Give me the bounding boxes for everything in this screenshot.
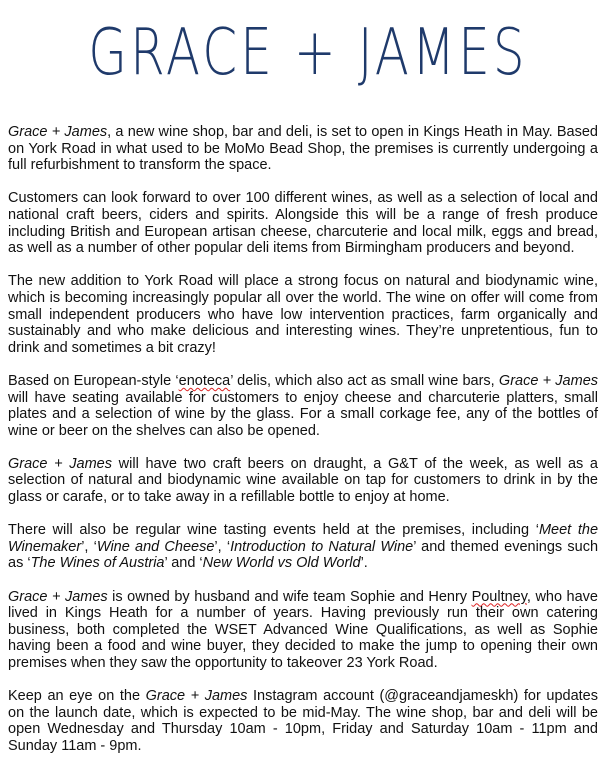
article-body [8, 124, 598, 771]
brand-name: Grace + James [145, 688, 248, 705]
brand-name: Grace + James [8, 588, 108, 605]
event-name: New World vs Old World [202, 555, 361, 572]
event-name: Meet the Winemaker [8, 522, 599, 555]
paragraph-intro: Grace + James, a new wine shop, bar and deli, is set to open in Kings Heath in May. Based on York Road in what used to be MoMo Bead Shop, the premises is currently undergoing a full refurbishment to transform the space. [8, 124, 599, 174]
event-name: Wine and Cheese [96, 538, 215, 555]
paragraph-owners: Grace + James is owned by husband and wife team Sophie and Henry Poultney, who have lived in Kings Heath for a number of years. Having previously run their own catering business, both completed the WSET Advanced Wine Qualifications, as well as Sophie having been a food and wine buyer, they decided to make the jump to opening their own premises when they saw the opportunity to takeover 23 York Road. [8, 588, 598, 671]
brand-name: Grace + James [8, 455, 112, 472]
brand-name: Grace + James [8, 124, 108, 140]
brand-logo: GRACE + JAMES [88, 16, 528, 90]
paragraph-products: Customers can look forward to over 100 different wines, as well as a selection of local and national craft beers, ciders and spirits. Alongside this will be a range of fresh produce including British and European artisan cheese, charcuterie and local milk, eggs and bread, as well as a number of other popular deli items from Birmingham producers and beyond. [8, 190, 598, 257]
paragraph-events: There will also be regular wine tasting events held at the premises, including ‘Meet the Winemaker’, ‘Wine and Cheese’, ‘Introduction to Natural Wine’ and themed evenings such as ‘The Wines of Austria’ and ‘New World vs Old World’. [8, 522, 599, 572]
event-name: Introduction to Natural Wine [230, 538, 414, 555]
paragraph-natural-wine: The new addition to York Road will place a strong focus on natural and biodynamic wine, which is becoming increasingly popular all over the world. The wine on offer will come from small independent producers who have low intervention practices, farm organically and sustainably and who make delicious and interesting wines. They’re unpretentious, fun to drink and sometimes a bit crazy! [8, 273, 598, 356]
event-name: The Wines of Austria [30, 555, 165, 572]
paragraph-drinks: Grace + James will have two craft beers on draught, a G&T of the week, as well as a selection of natural and biodynamic wine available on tap for customers to drink in by the glass or carafe, or to take away in a refillable bottle to enjoy at home. [8, 455, 598, 506]
paragraph-opening-hours: Keep an eye on the Grace + James Instagram account (@graceandjameskh) for updates on the launch date, which is expected to be mid-May. The wine shop, bar and deli will be open Wednesday and Thursday 10am - 10pm, Friday and Saturday 10am - 11pm and Sunday 11am - 9pm. [8, 688, 598, 754]
brand-name: Grace + James [498, 372, 599, 389]
spellcheck-word: enoteca [178, 372, 231, 389]
spellcheck-word: Poultney [471, 588, 527, 605]
paragraph-enoteca: Based on European-style ‘enoteca’ delis, which also act as small wine bars, Grace + James will have seating available for customers to enjoy cheese and charcuterie platters, small plates and a selection of wine by the glass. For a small corkage fee, any of the bottles of wine or beer on the shelves can also be opened. [8, 372, 599, 439]
